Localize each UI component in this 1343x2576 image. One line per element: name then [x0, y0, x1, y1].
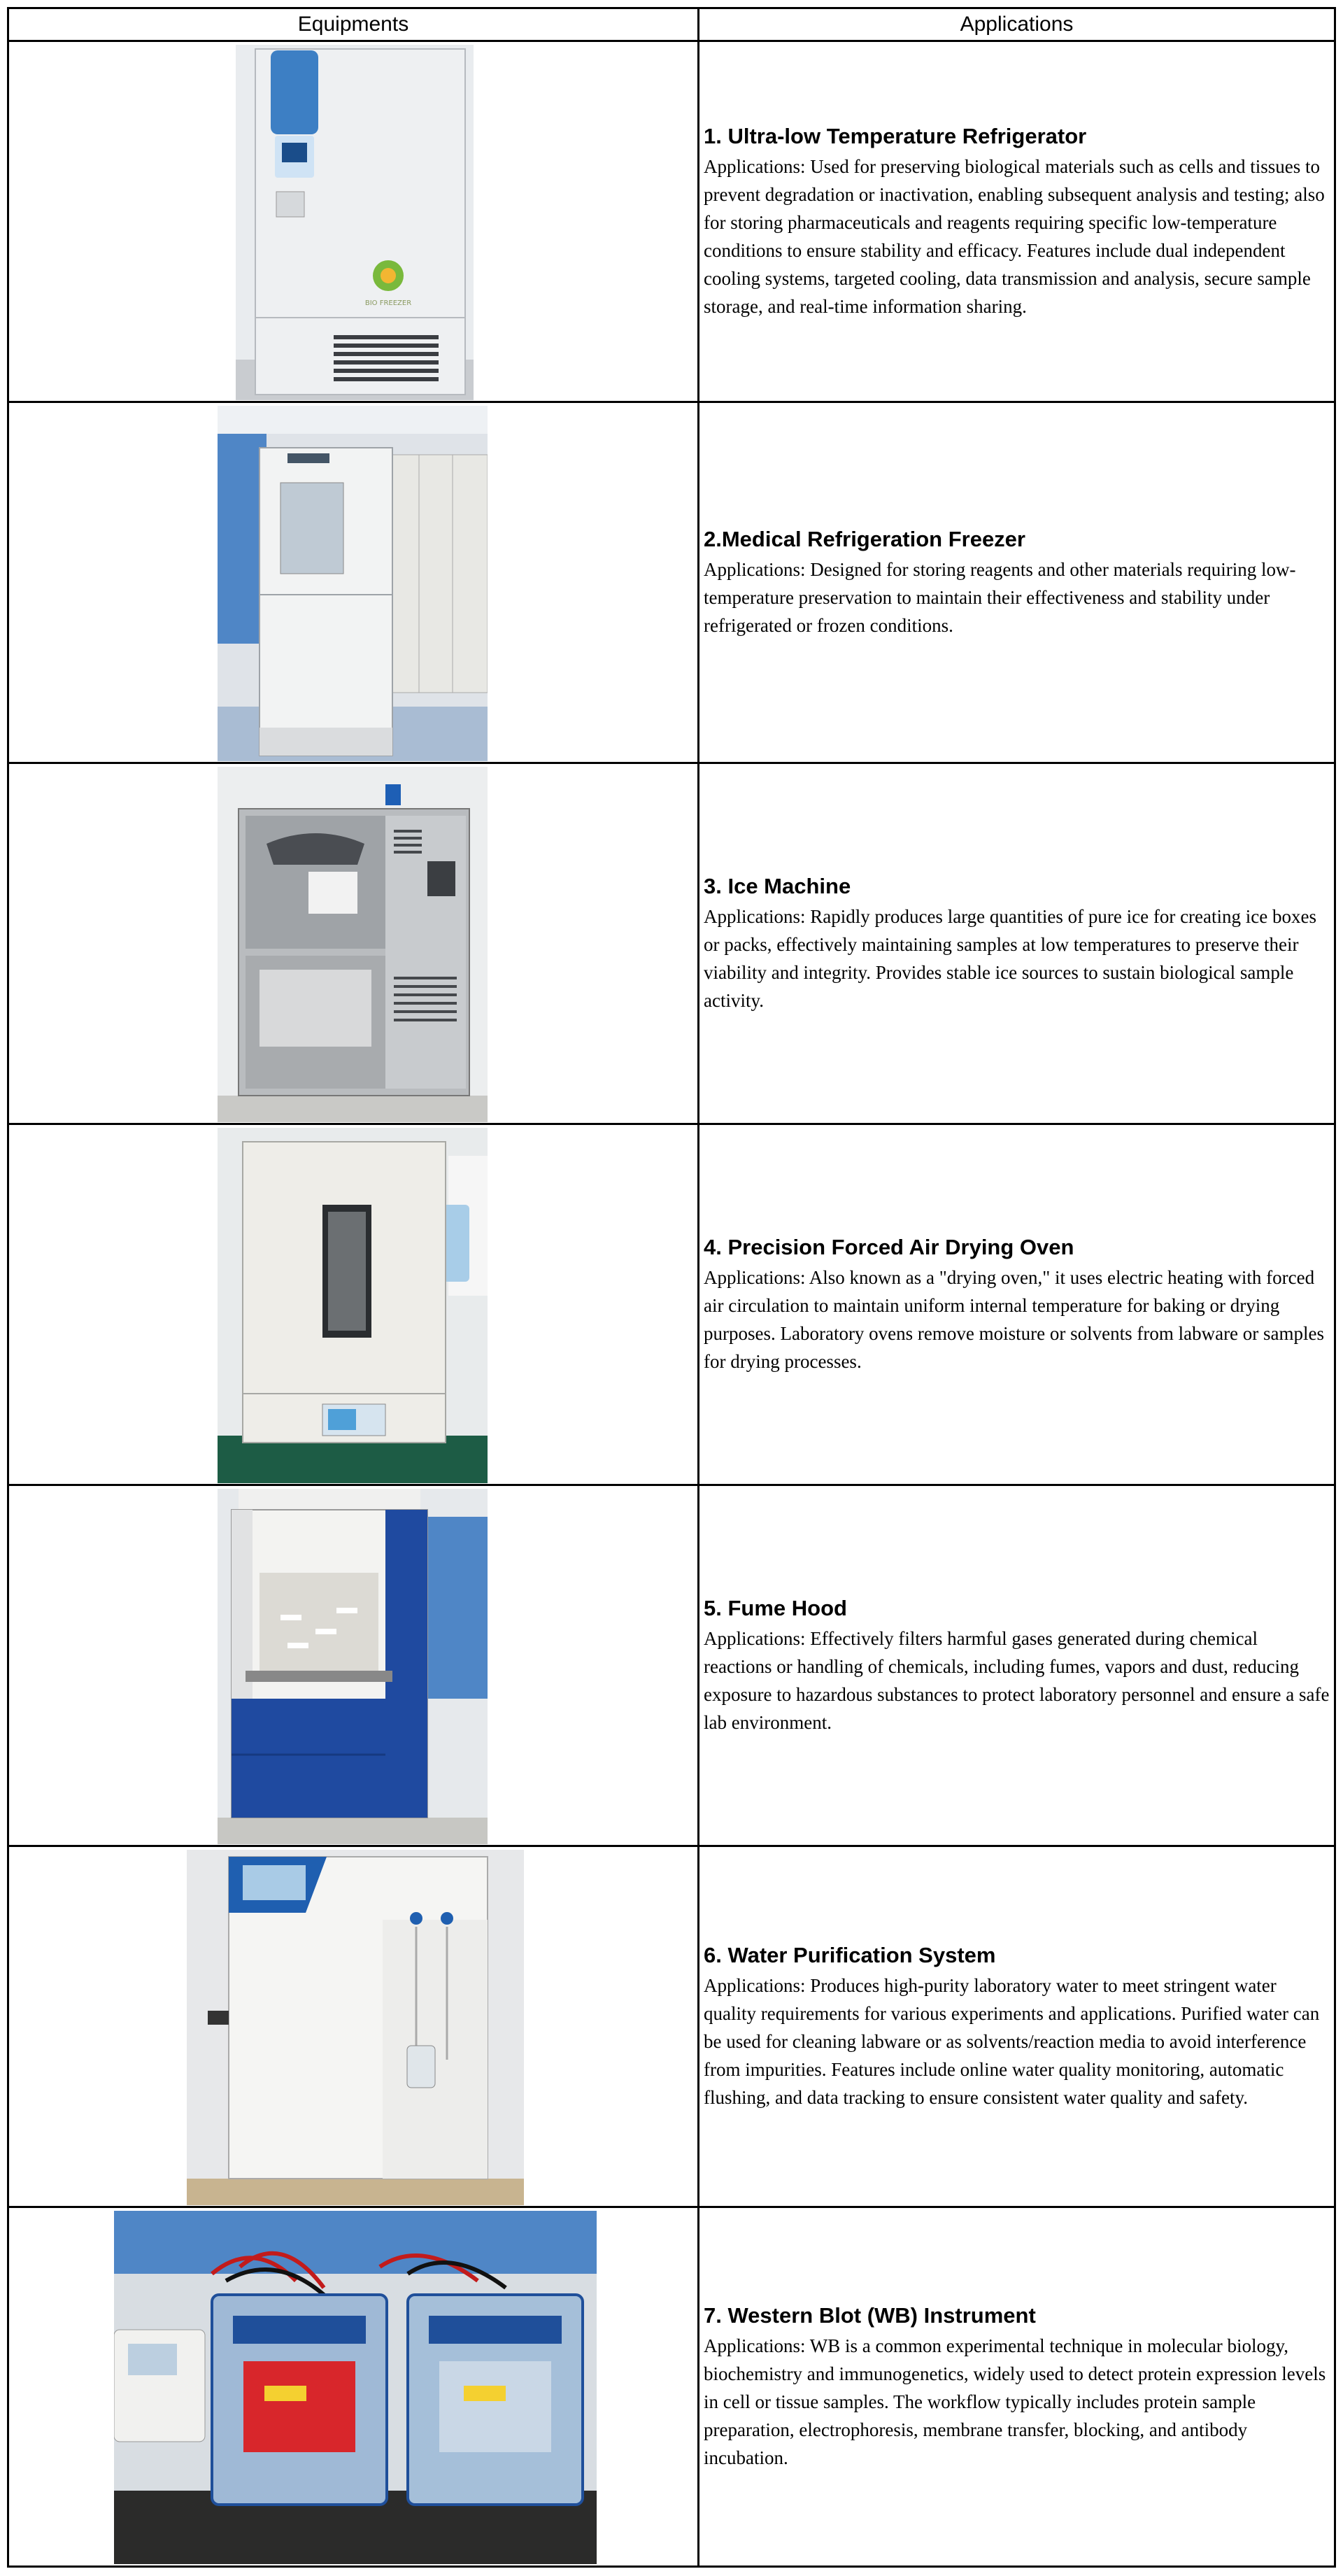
equipment-title: 3. Ice Machine: [704, 873, 851, 898]
drying-oven-photo: [218, 1128, 488, 1483]
equipment-description: Applications: WB is a common experimental technique in molecular biology, biochemistry and immunogenetics, widely used to detect protein expression levels in cell or tissue samples. The workflow typically includes protein sample preparation, electrophoresis, membrane transfer, blocking, and antibody incubation.: [704, 2335, 1326, 2468]
equipment-title: 1. Ultra-low Temperature Refrigerator: [704, 123, 1087, 148]
equipment-image-cell: [9, 42, 697, 401]
application-cell: [704, 403, 1330, 762]
table-row: [9, 764, 1334, 1125]
table-row: [9, 1125, 1334, 1486]
equipment-description: Applications: Designed for storing reagents and other materials requiring low-temperature preservation to maintain their effectiveness and stability under refrigerated or frozen conditions.: [704, 558, 1296, 636]
equipment-description: Applications: Produces high-purity laboratory water to meet stringent water quality requirements for various experiments and applications. Purified water can be used for cleaning labware or as solvents/reaction media to avoid interference from impurities. Features include online water quality monitoring, automatic flushing, and data tracking to ensure consistent water quality and safety.: [704, 1974, 1320, 2108]
table-header: [9, 9, 1334, 42]
ultra-low-freezer-photo: [236, 45, 474, 400]
table-row: [9, 2208, 1334, 2566]
equipment-description: Applications: Rapidly produces large quantities of pure ice for creating ice boxes or packs, effectively maintaining samples at low temperatures to preserve their viability and integrity. Provides stable ice sources to sustain biological sample activity.: [704, 905, 1316, 1011]
medical-refrigerator-photo: [218, 406, 488, 761]
application-cell: [704, 42, 1330, 401]
equipment-image-cell: [9, 1847, 697, 2206]
application-cell: [704, 1125, 1330, 1484]
equipment-image-cell: [9, 764, 697, 1123]
ice-machine-photo: [218, 767, 488, 1122]
equipment-description: Applications: Effectively filters harmful gases generated during chemical reactions or handling of chemicals, including fumes, vapors and dust, reducing exposure to hazardous substances to protect laboratory personnel and ensure a safe lab environment.: [704, 1627, 1330, 1733]
water-purification-photo: [187, 1850, 524, 2205]
application-cell: [704, 764, 1330, 1123]
application-cell: [704, 1486, 1330, 1845]
freezer-label: BIO FREEZER: [364, 299, 412, 307]
application-cell: [704, 2208, 1330, 2566]
equipment-title: 7. Western Blot (WB) Instrument: [704, 2302, 1036, 2328]
equipment-description: Applications: Used for preserving biological materials such as cells and tissues to prevent degradation or inactivation, enabling subsequent analysis and testing; also for storing pharmaceuticals and reagents requiring specific low-temperature conditions to ensure stability and efficacy. Features include dual independent cooling systems, targeted cooling, data transmission and analysis, secure sample storage, and real-time information sharing.: [704, 155, 1325, 317]
equipment-image-cell: [9, 403, 697, 762]
equipment-image-cell: [9, 1125, 697, 1484]
fume-hood-photo: [218, 1489, 488, 1844]
table-row: [9, 403, 1334, 764]
equipment-table: [7, 7, 1336, 2568]
western-blot-photo: [114, 2211, 597, 2564]
equipment-title: 2.Medical Refrigeration Freezer: [704, 526, 1025, 551]
equipment-title: 5. Fume Hood: [704, 1595, 847, 1620]
equipment-title: 6. Water Purification System: [704, 1942, 996, 1967]
header-applications: Applications: [960, 13, 1074, 36]
table-row: [9, 1486, 1334, 1847]
table-row: [9, 42, 1334, 403]
application-cell: [704, 1847, 1330, 2206]
equipment-image-cell: [9, 1486, 697, 1845]
table-row: [9, 1847, 1334, 2208]
header-equipments: Equipments: [297, 13, 409, 36]
equipment-description: Applications: Also known as a "drying oven," it uses electric heating with forced air circulation to maintain uniform internal temperature for baking or drying purposes. Laboratory ovens remove moisture or solvents from labware or samples for drying processes.: [704, 1266, 1325, 1372]
equipment-title: 4. Precision Forced Air Drying Oven: [704, 1234, 1074, 1259]
equipment-image-cell: [9, 2208, 697, 2566]
